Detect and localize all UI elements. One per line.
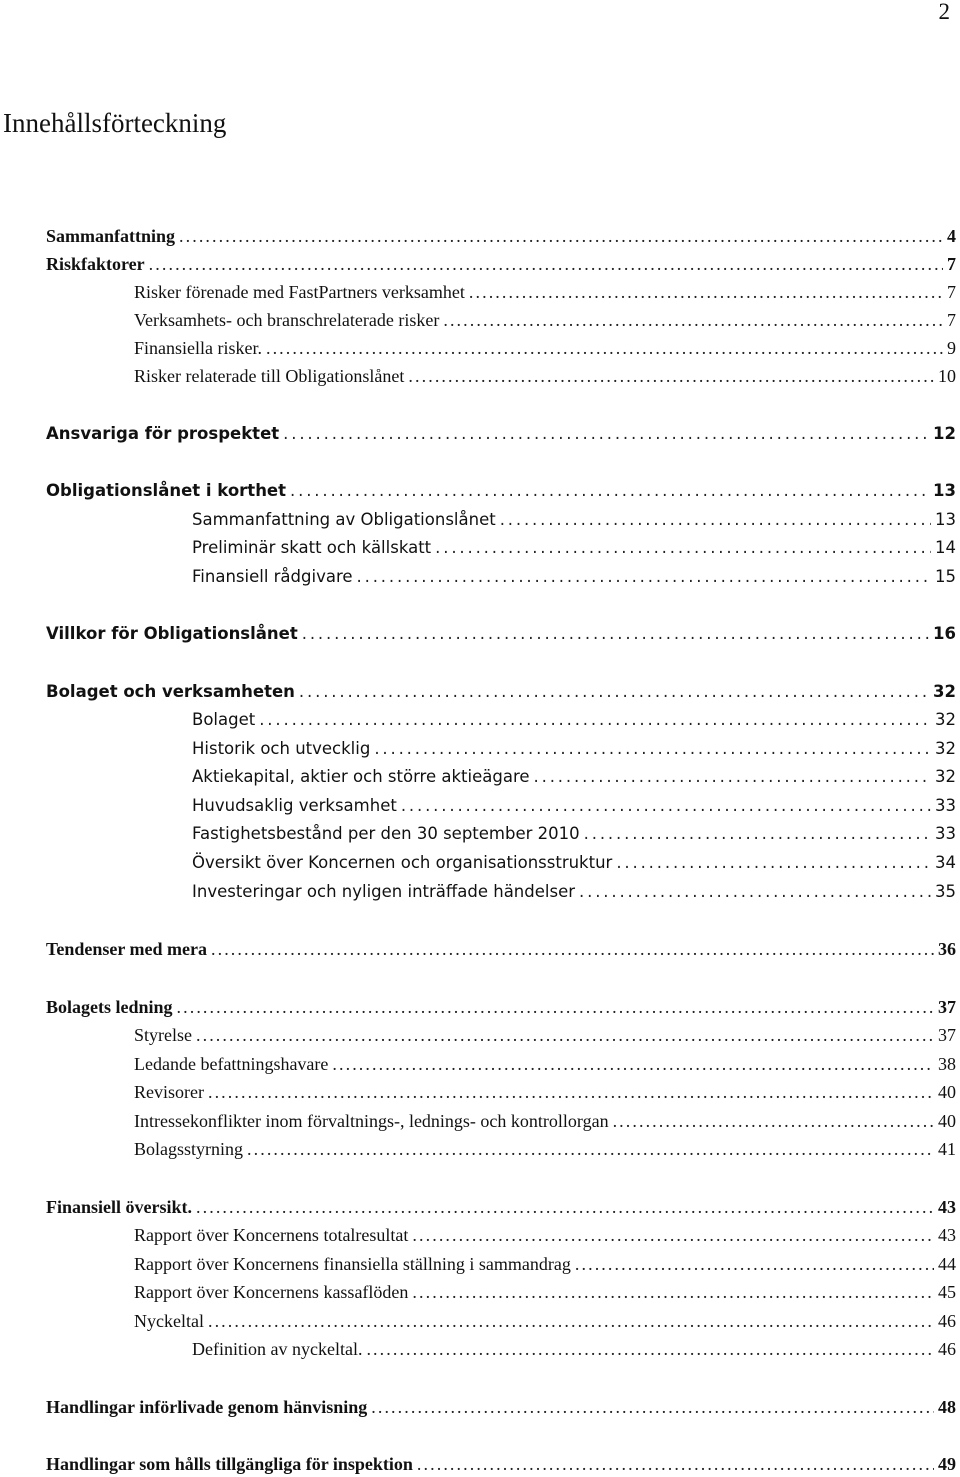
toc-entry-finansiella-stallning[interactable] xyxy=(134,1251,956,1277)
toc-entry-page: 7 xyxy=(947,254,956,274)
dot-leader xyxy=(283,421,929,447)
toc-entry-ledande-befattningshavare[interactable] xyxy=(134,1051,956,1077)
toc-entry-label: Tendenser med mera xyxy=(46,939,207,959)
toc-entry-nyckeltal[interactable] xyxy=(134,1308,956,1334)
toc-entry-oversikt-koncernen[interactable] xyxy=(192,850,956,876)
dot-leader xyxy=(579,879,931,905)
toc-entry-definition-nyckeltal[interactable] xyxy=(192,1336,956,1362)
dot-leader xyxy=(332,1051,934,1077)
dot-leader xyxy=(584,821,931,847)
dot-leader xyxy=(412,1222,934,1248)
toc-entry-page: 40 xyxy=(938,1111,956,1131)
toc-entry-label: Ansvariga för prospektet xyxy=(46,424,280,443)
toc-entry-label: Översikt över Koncernen och organisationsstruktur xyxy=(192,853,613,872)
toc-entry-label: Huvudsaklig verksamhet xyxy=(192,796,397,815)
toc-entry-page: 9 xyxy=(947,338,956,358)
toc-entry-handlingar-inforlivade[interactable] xyxy=(46,1394,956,1420)
toc-entry-historik[interactable] xyxy=(192,736,956,762)
dot-leader xyxy=(196,1194,934,1220)
toc-entry-page: 4 xyxy=(947,226,956,246)
dot-leader xyxy=(177,994,934,1020)
dot-leader xyxy=(401,793,931,819)
dot-leader xyxy=(208,1079,934,1105)
toc-entry-label: Aktiekapital, aktier och större aktieägare xyxy=(192,767,530,786)
toc-entry-label: Risker förenade med FastPartners verksamhet xyxy=(134,282,465,302)
toc-entry-villkor[interactable] xyxy=(46,621,956,647)
toc-entry-label: Riskfaktorer xyxy=(46,254,145,274)
dot-leader xyxy=(435,535,931,561)
toc-entry-label: Risker relaterade till Obligationslånet xyxy=(134,366,405,386)
toc-entry-label: Intressekonflikter inom förvaltnings-, lednings- och kontrollorgan xyxy=(134,1111,609,1131)
toc-entry-label: Finansiella risker. xyxy=(134,338,262,358)
toc-entry-label: Bolaget och verksamheten xyxy=(46,682,295,701)
toc-entry-label: Bolagets ledning xyxy=(46,997,173,1017)
toc-entry-page: 7 xyxy=(947,282,956,302)
toc-entry-page: 44 xyxy=(938,1254,956,1274)
toc-entry-tendenser[interactable] xyxy=(46,936,956,962)
toc-entry-bolagets-ledning[interactable] xyxy=(46,994,956,1020)
toc-entry-label: Bolagsstyrning xyxy=(134,1139,244,1159)
toc-entry-styrelse[interactable] xyxy=(134,1022,956,1048)
toc-entry-page: 12 xyxy=(933,424,956,443)
dot-leader xyxy=(469,279,943,305)
toc-entry-ansvariga[interactable] xyxy=(46,421,956,447)
toc-entry-page: 43 xyxy=(938,1197,956,1217)
dot-leader xyxy=(443,307,943,333)
toc-entry-bolaget-verksamheten[interactable] xyxy=(46,679,956,705)
toc-entry-label: Revisorer xyxy=(134,1082,204,1102)
toc-entry-label: Sammanfattning av Obligationslånet xyxy=(192,510,496,529)
toc-entry-page: 36 xyxy=(938,939,956,959)
toc-entry-page: 46 xyxy=(938,1339,956,1359)
dot-leader xyxy=(500,507,931,533)
toc-entry-page: 32 xyxy=(935,710,956,729)
toc-entry-label: Preliminär skatt och källskatt xyxy=(192,538,432,557)
dot-leader xyxy=(371,1394,934,1420)
toc-entry-obligationslanet-korthet[interactable] xyxy=(46,478,956,504)
dot-leader xyxy=(211,936,934,962)
toc-entry-page: 7 xyxy=(947,310,956,330)
toc-entry-preliminar-skatt[interactable] xyxy=(192,535,956,561)
toc-entry-page: 10 xyxy=(938,366,956,386)
toc-entry-finansiell-oversikt[interactable] xyxy=(46,1194,956,1220)
toc-entry-page: 48 xyxy=(938,1397,956,1417)
toc-entry-page: 16 xyxy=(933,624,956,643)
toc-entry-label: Handlingar införlivade genom hänvisning xyxy=(46,1397,368,1417)
toc-entry-bolagsstyrning[interactable] xyxy=(134,1136,956,1162)
toc-entry-page: 41 xyxy=(938,1139,956,1159)
dot-leader xyxy=(366,1336,934,1362)
toc-entry-aktiekapital[interactable] xyxy=(192,764,956,790)
toc-entry-page: 35 xyxy=(935,882,956,901)
dot-leader xyxy=(266,335,943,361)
toc-entry-label: Bolaget xyxy=(192,710,256,729)
dot-leader xyxy=(247,1136,934,1162)
dot-leader xyxy=(208,1308,934,1334)
toc-entry-huvudsaklig-verksamhet[interactable] xyxy=(192,793,956,819)
toc-entry-label: Styrelse xyxy=(134,1025,192,1045)
toc-entry-revisorer[interactable] xyxy=(134,1079,956,1105)
toc-entry-label: Rapport över Koncernens finansiella ställning i sammandrag xyxy=(134,1254,571,1274)
toc-entry-page: 13 xyxy=(935,510,956,529)
toc-title: Innehållsförteckning xyxy=(3,108,227,138)
toc-entry-label: Sammanfattning xyxy=(46,226,176,246)
toc-entry-label: Investeringar och nyligen inträffade händelser xyxy=(192,882,576,901)
toc-entry-page: 38 xyxy=(938,1054,956,1074)
toc-entry-page: 33 xyxy=(935,796,956,815)
toc-entry-page: 46 xyxy=(938,1311,956,1331)
toc-entry-risker-fastpartners[interactable] xyxy=(134,279,956,305)
toc-entry-handlingar-inspektion[interactable] xyxy=(46,1451,956,1477)
toc-entry-fastighetsbestand[interactable] xyxy=(192,821,956,847)
dot-leader xyxy=(259,707,931,733)
toc-entry-label: Rapport över Koncernens totalresultat xyxy=(134,1225,409,1245)
toc-entry-label: Definition av nyckeltal. xyxy=(192,1339,363,1359)
dot-leader xyxy=(412,1279,934,1305)
dot-leader xyxy=(575,1251,934,1277)
toc-entry-page: 32 xyxy=(933,682,956,701)
toc-entry-riskfaktorer[interactable] xyxy=(46,251,956,277)
toc-entry-investeringar[interactable] xyxy=(192,879,956,905)
toc-entry-label: Finansiell översikt. xyxy=(46,1197,193,1217)
toc-entry-page: 34 xyxy=(935,853,956,872)
toc-entry-totalresultat[interactable] xyxy=(134,1222,956,1248)
toc-entry-verksamhets-risker[interactable] xyxy=(134,307,956,333)
toc-entry-page: 15 xyxy=(935,567,956,586)
toc-entry-finansiell-radgivare[interactable] xyxy=(192,564,956,590)
toc-entry-label: Ledande befattningshavare xyxy=(134,1054,329,1074)
toc-entry-label: Nyckeltal xyxy=(134,1311,204,1331)
dot-leader xyxy=(179,223,943,249)
toc-entry-label: Handlingar som hålls tillgängliga för inspektion xyxy=(46,1454,413,1474)
toc-entry-page: 32 xyxy=(935,767,956,786)
toc-entry-page: 14 xyxy=(935,538,956,557)
toc-entry-label: Verksamhets- och branschrelaterade risker xyxy=(134,310,440,330)
dot-leader xyxy=(534,764,931,790)
toc-entry-page: 37 xyxy=(938,997,956,1017)
dot-leader xyxy=(613,1108,934,1134)
toc-entry-finansiella-risker[interactable] xyxy=(134,335,956,361)
dot-leader xyxy=(408,363,934,389)
dot-leader xyxy=(196,1022,934,1048)
dot-leader xyxy=(299,679,929,705)
page-number: 2 xyxy=(938,0,950,24)
dot-leader xyxy=(302,621,929,647)
toc-entry-page: 43 xyxy=(938,1225,956,1245)
toc-entry-bolaget[interactable] xyxy=(192,707,956,733)
toc-entry-risker-obligationslanet[interactable] xyxy=(134,363,956,389)
toc-entry-sammanfattning[interactable] xyxy=(46,223,956,249)
toc-entry-label: Rapport över Koncernens kassaflöden xyxy=(134,1282,409,1302)
toc-entry-page: 32 xyxy=(935,739,956,758)
dot-leader xyxy=(374,736,931,762)
toc-entry-label: Villkor för Obligationslånet xyxy=(46,624,298,643)
toc-entry-page: 37 xyxy=(938,1025,956,1045)
dot-leader xyxy=(417,1451,934,1477)
toc-entry-label: Finansiell rådgivare xyxy=(192,567,353,586)
dot-leader xyxy=(290,478,929,504)
toc-entry-intressekonflikter[interactable] xyxy=(134,1108,956,1134)
dot-leader xyxy=(149,251,943,277)
toc-entry-page: 40 xyxy=(938,1082,956,1102)
toc-entry-label: Obligationslånet i korthet xyxy=(46,481,287,500)
toc-entry-sammanfattning-obligationslanet[interactable] xyxy=(192,507,956,533)
toc-entry-page: 33 xyxy=(935,824,956,843)
dot-leader xyxy=(616,850,931,876)
toc-entry-page: 49 xyxy=(938,1454,956,1474)
toc-entry-page: 13 xyxy=(933,481,956,500)
toc-entry-label: Fastighetsbestånd per den 30 september 2010 xyxy=(192,824,580,843)
toc-entry-label: Historik och utvecklig xyxy=(192,739,371,758)
toc-entry-kassafloden[interactable] xyxy=(134,1279,956,1305)
dot-leader xyxy=(357,564,931,590)
toc-entry-page: 45 xyxy=(938,1282,956,1302)
